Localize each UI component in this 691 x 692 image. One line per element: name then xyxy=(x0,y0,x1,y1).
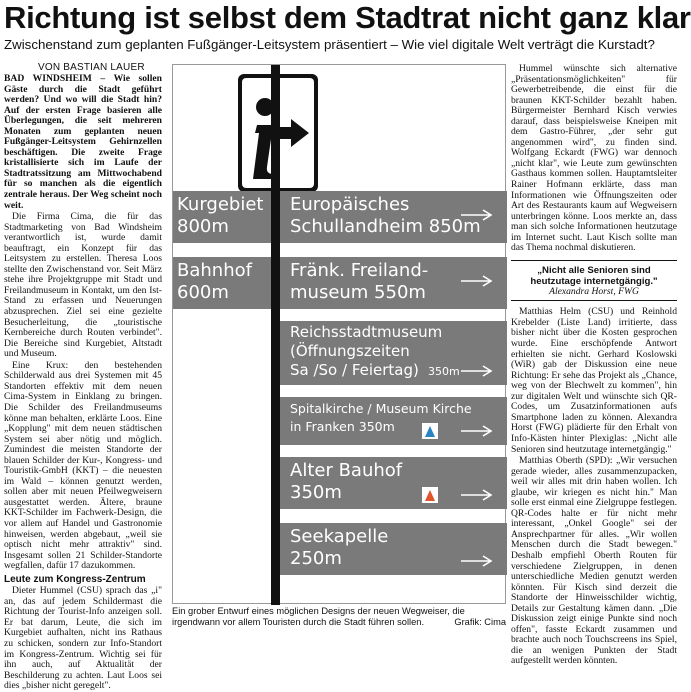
sign-alter-bauhof xyxy=(280,457,507,509)
sign-label: Spitalkirche / Museum Kirche xyxy=(290,401,472,416)
pull-quote xyxy=(511,260,677,302)
sign-label: (Öffnungszeiten xyxy=(290,342,410,360)
arrow-right-icon xyxy=(461,209,493,221)
quote-author: Alexandra Horst, FWG xyxy=(549,285,639,297)
headline: Richtung ist selbst dem Stadtrat nicht ganz klar xyxy=(4,0,691,35)
sign-distance: 800m xyxy=(177,216,229,237)
sign-schullandheim xyxy=(280,191,507,243)
sign-label: in Franken 350m xyxy=(290,419,395,434)
sign-label: museum 550m xyxy=(290,282,426,303)
sign-label: Schullandheim 850m xyxy=(290,216,481,237)
sign-distance: 600m xyxy=(177,282,229,303)
sign-label: Reichsstadtmuseum xyxy=(290,323,443,341)
sign-seekapelle xyxy=(280,523,507,575)
subheadline: Zwischenstand zum geplanten Fußgänger-Leitsystem präsentiert – Wie viel digitale Welt verträgt die Kurstadt? xyxy=(4,37,655,52)
museum-marker-icon xyxy=(422,487,438,503)
sign-label: Sa /So / Feiertag) xyxy=(290,361,419,379)
byline: VON BASTIAN LAUER xyxy=(38,62,145,73)
sign-freilandmuseum xyxy=(280,257,507,309)
body-paragraph: Matthias Helm (CSU) und Reinhold Krebelder (Liste Land) irritierte, dass bisher nicht über die Kosten gesprochen wurde. Eine erschöpfende Antwort erhielten sie nicht. Gerhard Koslowski (WiR) gab der Diskussion eine neue Richtung: Er sehe das Projekt als „Chance, weg von der Blechwelt zu kommen", hin zur digitalen Welt und wünschte sich QR-Codes, um Zusatzinformationen aufs Smartphone laden zu können. Alexandra Horst (FWG) plädierte für den Erhalt von Info-Kästen hinter Plexiglas: „Nicht alle Senioren sind heutzutage internetgängig." xyxy=(511,306,677,455)
sign-distance: 350m xyxy=(290,482,342,503)
sign-label: Seekapelle xyxy=(290,526,389,547)
body-paragraph: Eine Krux: den bestehenden Schilderwald aus drei Systemen mit 45 Standorten effektiv mit dem neuen Cima-System in Einklang zu bringen. Die Schilder des Freilandmuseums könne man behalten, erklärte Loos. Eine „Kopplung" mit dem neuen städtischen System sei aber nötig und möglich. Zumindest die meisten Standorte der blauen Schilder der Kur-, Kongress- und Touristik-GmbH (KKT) – die neuesten im Wald – können genutzt werden, sollen aber mit neuen Pfeilwegweisern ausgestattet werden. Ältere, braune KKT-Schilder im Fachwerk-Design, die vor allem auf Handel und Gastronomie hinweisen, werden abgebaut, „weil sie optisch nicht mehr attraktiv" sind. Insgesamt sollen 21 Schilder-Standorte wegfallen, dafür 17 dazukommen. xyxy=(4,359,162,572)
sign-spitalkirche xyxy=(280,397,507,445)
section-heading: Leute zum Kongress-Zentrum xyxy=(4,573,146,585)
sign-distance: 250m xyxy=(290,548,342,569)
sign-bahnhof xyxy=(173,257,271,309)
sign-label: Bahnhof xyxy=(177,260,252,281)
arrow-right-icon xyxy=(461,275,493,287)
sign-kurgebiet xyxy=(173,191,271,243)
museum-marker-icon xyxy=(422,423,438,439)
arrow-right-icon xyxy=(461,555,493,567)
signpost-graphic xyxy=(172,64,506,604)
quote-text: „Nicht alle Senioren sind heutzutage internetgängig." xyxy=(530,264,658,287)
caption-text: Ein grober Entwurf eines möglichen Designs der neuen Wegweiser, die irgendwann vor allem Touristen durch die Stadt führen sollen. xyxy=(172,606,465,627)
sign-label: Kurgebiet xyxy=(177,194,264,215)
graphic-caption xyxy=(172,606,506,627)
arrow-right-icon xyxy=(461,365,493,377)
sign-pole xyxy=(271,65,280,605)
arrow-right-icon xyxy=(461,425,493,437)
article-column-right xyxy=(511,63,677,667)
arrow-right-icon xyxy=(461,489,493,501)
article-column-left xyxy=(4,73,162,692)
body-paragraph: Hummel wünschte sich alternative „Präsentationsmöglichkeiten" für Gewerbetreibende, die einst für die braunen KKT-Schilder bezahlt haben. Bürgermeister Bernhard Kisch verwies darauf, dass beispielsweise Kneipen mit dem Gastro-Führer, „der sehr gut angenommen wird", zu finden sind. Wolfgang Eckardt (FWG) war dennoch „nicht klar", wie Leute zum gewünschten Gasthaus kommen sollen. Hauptamtsleiter Rainer Hofmann erklärte, dass man Informationen wie Öffnungszeiten oder Art des Restaurants kaum auf Wegweisern unterbringen könne. Loos merkte an, dass man sich solche Informationen heutzutage im Internet sucht. Laut Kisch sollte man das Thema nochmal diskutieren. xyxy=(511,63,677,254)
body-paragraph: Dieter Hummel (CSU) sprach das „i" an, das auf jedem Schildermast die Richtung der Tourist-Info anzeigen soll. Er bat darum, Leute, die sich im Kurgebiet aufhalten, nicht ins Rathaus zu schicken, sondern zur Info-Standort im Kongress-Zentrum. Wichtig sei für ihn auch, auf Aktualität der Beschilderung zu achten. Laut Loos sei dies „bisher nicht geregelt". xyxy=(4,585,162,692)
sign-label: Fränk. Freiland- xyxy=(290,260,429,281)
sign-reichsstadtmuseum xyxy=(280,321,507,385)
body-paragraph: Matthias Oberth (SPD): „Wir versuchen gerade wieder, alles zusammenzupacken, weil wir alles mit drin haben wollen. Ich glaube, wir kriegen es nicht hin." Man solle erst einmal eine Zielgruppe festlegen. QR-Codes halte er für nicht mehr interessant, „Onkel Google" sei der Ansprechpartner für alles. „Wir wollen Menschen durch die Stadt bewegen." Deshalb empfiehl Oberth Routen für verschiedene Zielgruppen, in denen unterschiedliche Medien genutzt werden könnten. Für Kisch sind derzeit die Standorte der Hinweisschilder wichtig, Details zur Gestaltung kämen dann. „Die Diskussion zeigt einige Punkte sind noch offen", fasste Eckardt zusammen und brachte auch noch Touchscreens ins Spiel, die an wenigen Punkten der Stadt aufgestellt werden könnten. xyxy=(511,455,677,667)
caption-credit: Grafik: Cima xyxy=(454,616,506,627)
body-paragraph: Die Firma Cima, die für das Stadtmarketing von Bad Windsheim verantwortlich ist, wurde damit beauftragt, ein Konzept für das Leitsystem zu erstellen. Theresa Loos stellte den Zwischenstand vor. Seit März stehe ihre Projektgruppe mit Stadt und Freilandmuseum in Kontakt, um den Ist-Stand zu erfassen und Neuerungen abzusprechen. Ziel sei eine gezielte Besucherleitung, die „touristische Kernbereiche durch Routen verbindet". Die Bereiche sind Kurgebiet, Altstadt und Museum. xyxy=(4,211,162,360)
sign-distance: 350m xyxy=(428,365,460,378)
lead-paragraph: BAD WINDSHEIM – Wie sollen Gäste durch die Stadt geführt werden? Und wo will die Stadt hin? Auf der ersten Frage basieren alle Überlegungen, die seit mehreren Monaten zum geplanten neuen Fußgänger-Leitsystem Gehirnzellen beschäftigen. Die zweite Frage kristallisierte sich im Laufe der Stadtratssitzung am Mittwochabend für so manchen als die eigentlich zentrale heraus. Der Weg scheint noch weit. xyxy=(4,73,162,211)
sign-label: Alter Bauhof xyxy=(290,460,403,481)
sign-label: Europäisches xyxy=(290,194,410,215)
